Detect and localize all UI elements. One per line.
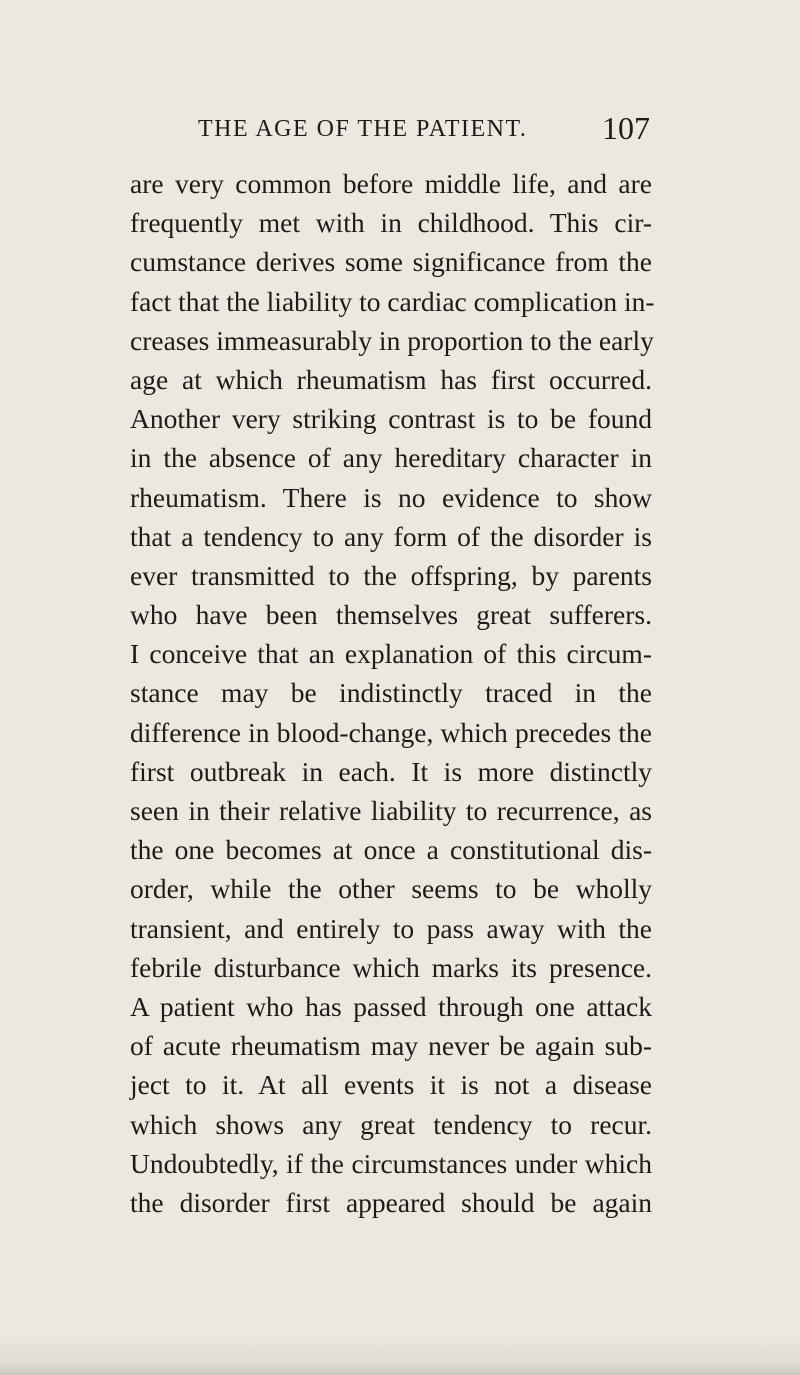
text-line: first outbreak in each. It is more distinctly bbox=[130, 755, 652, 787]
text-line: who have been themselves great sufferers. bbox=[130, 599, 652, 631]
text-line: rheumatism. There is no evidence to show bbox=[130, 481, 652, 513]
text-line: transient, and entirely to pass away with the bbox=[130, 912, 652, 944]
text-line: frequently met with in childhood. This cir- bbox=[130, 207, 652, 239]
text-line: in the absence of any hereditary character in bbox=[130, 442, 652, 474]
text-line: seen in their relative liability to recurrence, as bbox=[130, 795, 652, 826]
running-head-title: THE AGE OF THE PATIENT. bbox=[198, 116, 528, 142]
text-line: stance may be indistinctly traced in the bbox=[130, 677, 652, 709]
text-line: are very common before middle life, and are bbox=[130, 168, 652, 199]
text-line: order, while the other seems to be wholly bbox=[130, 873, 652, 905]
text-line: Undoubtedly, if the circumstances under which bbox=[130, 1147, 652, 1179]
text-line: the disorder first appeared should be again bbox=[130, 1186, 652, 1218]
text-line: difference in blood-change, which precedes the bbox=[130, 716, 652, 748]
text-line: febrile disturbance which marks its presence. bbox=[130, 951, 652, 983]
page-bottom-edge bbox=[0, 1335, 800, 1375]
running-head bbox=[198, 110, 650, 150]
text-line: ject to it. At all events it is not a disease bbox=[130, 1069, 652, 1101]
text-line: Another very striking contrast is to be found bbox=[130, 403, 652, 435]
page-number: 107 bbox=[602, 110, 650, 146]
text-line: A patient who has passed through one attack bbox=[130, 990, 652, 1022]
text-line: age at which rheumatism has first occurred. bbox=[130, 363, 652, 395]
body-text bbox=[130, 164, 655, 1222]
text-line: I conceive that an explanation of this circum- bbox=[130, 638, 652, 670]
text-line: the one becomes at once a constitutional dis- bbox=[130, 834, 652, 866]
text-line: which shows any great tendency to recur. bbox=[130, 1108, 652, 1140]
text-line: ever transmitted to the offspring, by parents bbox=[130, 559, 652, 591]
text-line: that a tendency to any form of the disorder is bbox=[130, 520, 652, 552]
text-line: cumstance derives some significance from the bbox=[130, 246, 652, 278]
text-line: creases immeasurably in proportion to the early bbox=[130, 324, 654, 356]
text-line: of acute rheumatism may never be again sub- bbox=[130, 1030, 652, 1062]
text-line: fact that the liability to cardiac complication in- bbox=[130, 285, 655, 317]
